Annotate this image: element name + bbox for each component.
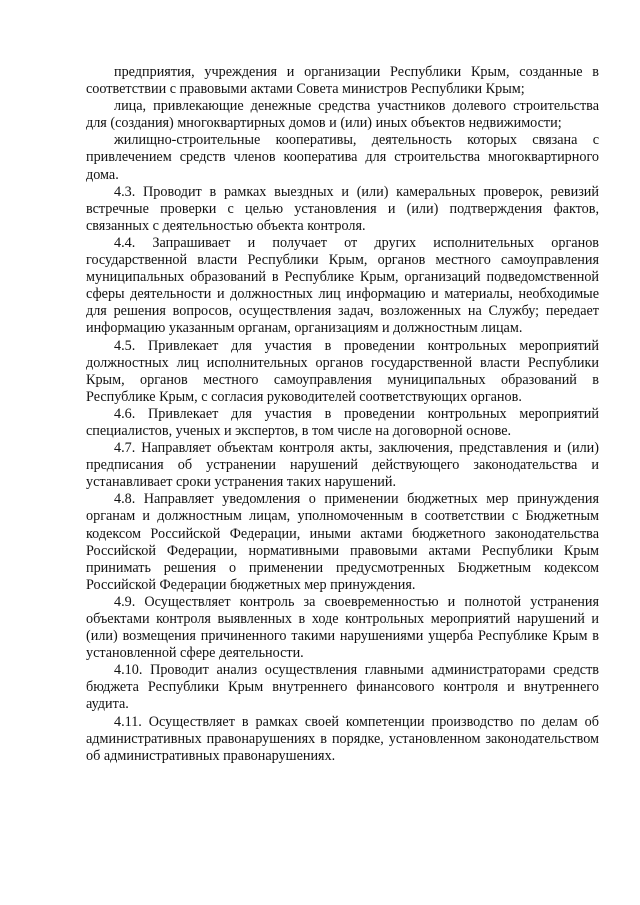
document-body — [86, 64, 599, 765]
paragraph-4-4: 4.4. Запрашивает и получает от других исполнительных органов государственной власти Республики Крым, органов местного самоуправления муниципальных образований в Республике Крым, организаций подведомственной сферы деятельности и должностных лиц информацию и материалы, необходимые для решения вопросов, осуществления задач, возложенных на Службу; передает информацию указанным органам, организациям и должностным лицам. — [86, 234, 599, 337]
paragraph-enterprises: предприятия, учреждения и организации Республики Крым, созданные в соответствии с правовыми актами Совета министров Республики Крым; — [86, 64, 599, 98]
paragraph-developers: лица, привлекающие денежные средства участников долевого строительства для (создания) многоквартирных домов и (или) иных объектов недвижимости; — [86, 98, 599, 132]
paragraph-4-7: 4.7. Направляет объектам контроля акты, заключения, представления и (или) предписания об устранении нарушений действующего законодательства и устанавливает сроки устранения таких нарушений. — [86, 440, 599, 491]
paragraph-4-6: 4.6. Привлекает для участия в проведении контрольных мероприятий специалистов, ученых и экспертов, в том числе на договорной основе. — [86, 405, 599, 439]
paragraph-4-3: 4.3. Проводит в рамках выездных и (или) камеральных проверок, ревизий встречные проверки с целью установления и (или) подтверждения фактов, связанных с деятельностью объекта контроля. — [86, 183, 599, 234]
paragraph-4-9: 4.9. Осуществляет контроль за своевременностью и полнотой устранения объектами контроля выявленных в ходе контрольных мероприятий нарушений и (или) возмещения причиненного такими нарушениями ущерба Республике Крым в установленной сфере деятельности. — [86, 593, 599, 662]
paragraph-4-5: 4.5. Привлекает для участия в проведении контрольных мероприятий должностных лиц исполнительных органов государственной власти Республики Крым, органов местного самоуправления муниципальных образований в Республике Крым, с согласия руководителей соответствующих органов. — [86, 337, 599, 405]
paragraph-4-8: 4.8. Направляет уведомления о применении бюджетных мер принуждения органам и должностным лицам, уполномоченным в соответствии с Бюджетным кодексом Российской Федерации, иными актами бюджетного законодательства Российской Федерации, нормативными правовыми актами Республики Крым принимать решения о применении предусмотренных Бюджетным кодексом Российской Федерации бюджетных мер принуждения. — [86, 491, 599, 593]
paragraph-4-10: 4.10. Проводит анализ осуществления главными администраторами средств бюджета Республики Крым внутреннего финансового контроля и внутреннего аудита. — [86, 662, 599, 713]
paragraph-4-11: 4.11. Осуществляет в рамках своей компетенции производство по делам об административных правонарушениях в порядке, установленном законодательством об административных правонарушениях. — [86, 713, 599, 764]
paragraph-housing-cooperatives: жилищно-строительные кооперативы, деятельность которых связана с привлечением средств членов кооператива для строительства многоквартирного дома. — [86, 132, 599, 183]
